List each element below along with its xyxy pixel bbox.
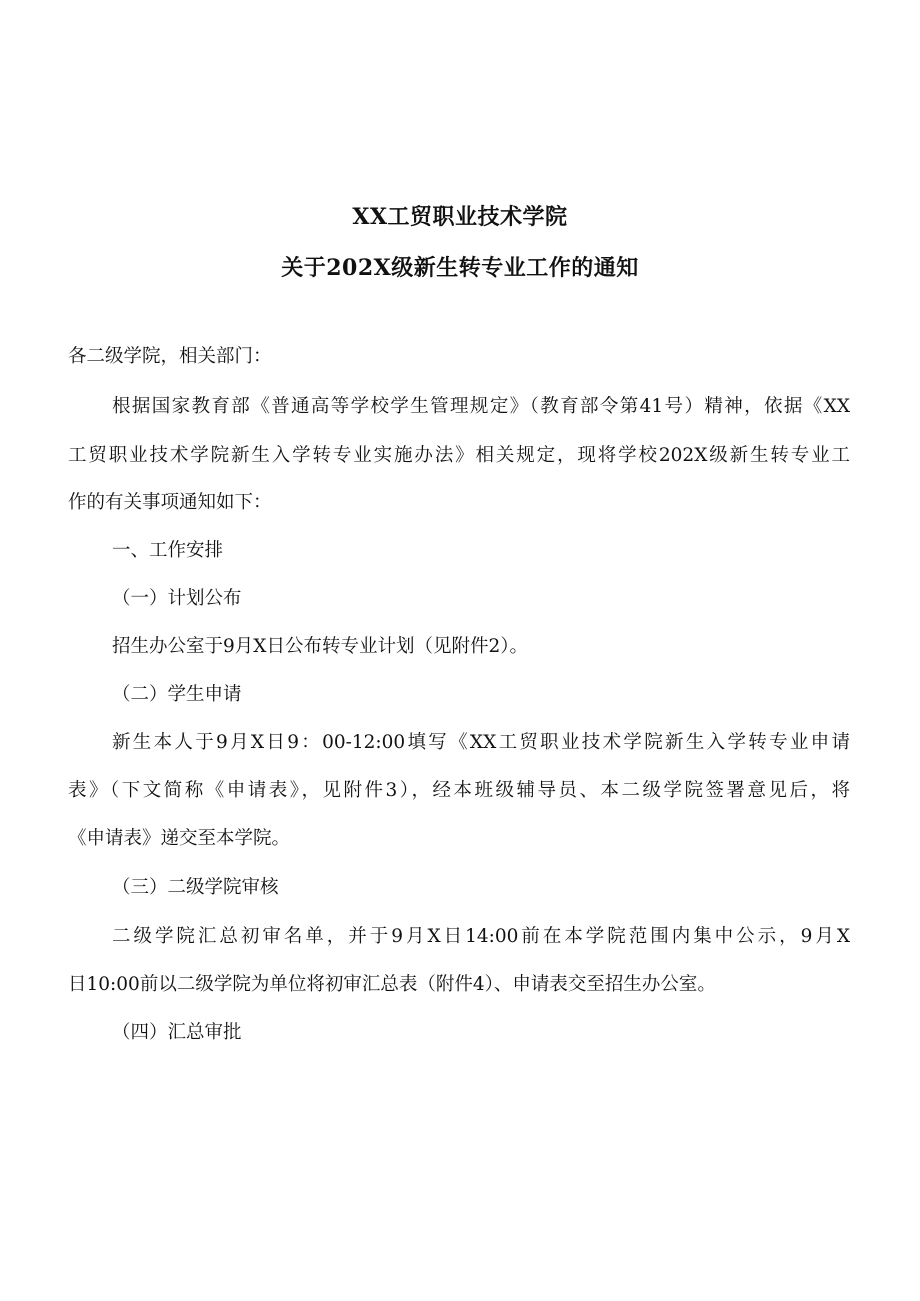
intro-line-3: 作的有关事项通知如下： (68, 492, 272, 513)
sub3-body-line-2: 日10:00前以二级学院为单位将初审汇总表（附件4）、申请表交至招生办公室。 (68, 974, 716, 995)
sub1-body-line-1: 招生办公室于9月X日公布转专业计划（见附件2）。 (112, 636, 528, 657)
document-title-line2: 关于202X级新生转专业工作的通知 (281, 255, 639, 281)
document-title-line1: XX工贸职业技术学院 (352, 204, 568, 230)
intro-line-1: 根据国家教育部《普通高等学校学生管理规定》（教育部令第41号）精神，依据《XX (112, 396, 850, 417)
sub3-body-line-1: 二级学院汇总初审名单，并于9月X日14:00前在本学院范围内集中公示，9月X (112, 926, 850, 947)
sub1-heading: （一）计划公布 (112, 588, 242, 609)
sub4-heading: （四）汇总审批 (112, 1022, 242, 1043)
salutation: 各二级学院，相关部门： (68, 346, 272, 367)
section1-heading: 一、工作安排 (112, 540, 224, 561)
sub2-body-line-2: 表》（下文简称《申请表》，见附件3），经本班级辅导员、本二级学院签署意见后，将 (68, 780, 850, 801)
sub2-body-line-3: 《申请表》递交至本学院。 (68, 828, 291, 849)
intro-line-2: 工贸职业技术学院新生入学转专业实施办法》相关规定，现将学校202X级新生转专业工 (68, 445, 850, 466)
sub2-body-line-1: 新生本人于9月X日9：00-12:00填写《XX工贸职业技术学院新生入学转专业申请 (112, 732, 850, 753)
sub2-heading: （二）学生申请 (112, 684, 242, 705)
sub3-heading: （三）二级学院审核 (112, 877, 279, 898)
